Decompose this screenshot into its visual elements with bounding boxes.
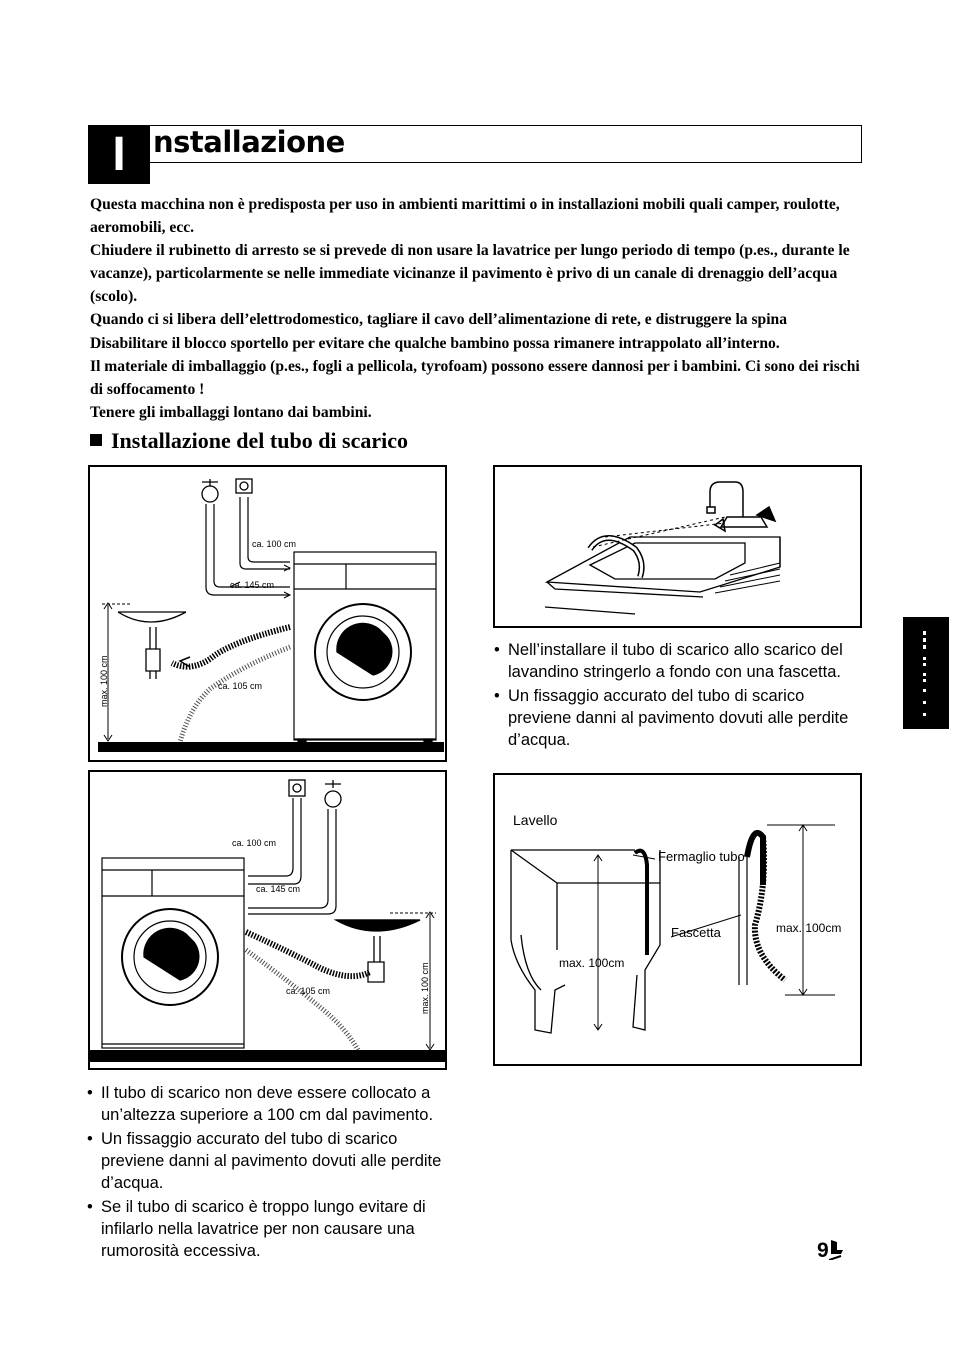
page-number [817, 1238, 845, 1263]
fascetta-label: Fascetta [671, 925, 721, 940]
figure-hose-over-sink [493, 465, 862, 628]
sink-icon [336, 920, 420, 982]
water-tap-icon [202, 479, 252, 502]
page-marker-icon [829, 1238, 845, 1260]
dim-label-100: ca. 100 cm [232, 838, 277, 848]
left-bullet-list [86, 1082, 456, 1264]
intro-paragraph-3: Quando ci si libera dell’elettrodomestico, tagliare il cavo dell’alimentazione di rete, e distruggere la spina [90, 311, 788, 329]
intro-paragraph-2: Chiudere il rubinetto di arresto se si prevede di non usare la lavatrice per lungo periodo di tempo (p.es., durante le vacanze), particolarmente se nelle immediate vicinanze il pavimento è privo di un canale di drenaggio dell’acqua (scolo). [90, 242, 850, 306]
max-right-label: max. 100cm [776, 921, 842, 935]
page-title: nstallazione [153, 125, 345, 159]
supply-pipes [248, 798, 336, 914]
washing-machine-icon [294, 552, 436, 744]
lavello-label: Lavello [513, 812, 558, 828]
drain-diagram-2 [90, 772, 445, 1068]
square-bullet-icon [90, 434, 102, 446]
page-number-text: 9 [817, 1239, 829, 1262]
faucet-icon [707, 482, 775, 531]
dim-label-100: ca. 100 cm [252, 539, 297, 549]
kitchen-sink-icon [545, 537, 780, 614]
dim-label-105: ca. 105 cm [218, 681, 263, 691]
max-left-label: max. 100cm [559, 956, 625, 970]
figure-drain-hose-left-sink [88, 465, 447, 762]
dim-label-145: ca. 145 cm [230, 580, 275, 590]
right-bullet-list [493, 639, 863, 753]
drain-diagram-1 [90, 467, 445, 760]
intro-paragraph-6: Tenere gli imballaggi lontano dai bambini. [90, 403, 372, 421]
list-item: • Un fissaggio accurato del tubo di scarico previene danni al pavimento dovuti alle perdite d’acqua. [493, 685, 863, 751]
title-initial: I [88, 125, 150, 184]
list-item: • Se il tubo di scarico è troppo lungo evitare di infilarlo nella lavatrice per non causare una rumorosità eccessiva. [86, 1196, 456, 1262]
dim-label-max: max. 100 cm [420, 962, 430, 1014]
kitchen-sink-diagram [495, 467, 860, 626]
dimension-lines [102, 565, 290, 741]
floor [90, 1050, 445, 1062]
dim-label-max: max. 100 cm [99, 655, 109, 707]
intro-paragraph-1: Questa macchina non è predisposta per uso in ambienti marittimi o in installazioni mobili quali camper, roulotte, aeromobili, ecc. [90, 196, 840, 237]
section-side-tab [903, 617, 949, 729]
list-item: • Un fissaggio accurato del tubo di scarico previene danni al pavimento dovuti alle perdite d’acqua. [86, 1128, 456, 1194]
figure-drain-hose-right-sink [88, 770, 447, 1070]
intro-paragraph-5: Il materiale di imballaggio (p.es., fogli a pellicola, tyrofoam) possono essere dannosi per i bambini. Ci sono dei rischi di soffocamento ! [90, 357, 860, 398]
dim-label-105: ca. 105 cm [286, 986, 331, 996]
intro-text [90, 193, 870, 424]
fermaglio-label: Fermaglio tubo [658, 849, 745, 864]
dim-label-145: ca. 145 cm [256, 884, 301, 894]
list-item: • Il tubo di scarico non deve essere collocato a un’altezza superiore a 100 cm dal pavimento. [86, 1082, 456, 1126]
laundry-tub-icon [511, 850, 660, 1033]
washing-machine-icon [102, 858, 244, 1048]
floor [98, 742, 444, 752]
figure-laundry-tub [493, 773, 862, 1066]
laundry-tub-diagram [495, 775, 860, 1064]
sink-icon [118, 612, 186, 679]
water-tap-icon [289, 780, 341, 807]
intro-paragraph-4: Disabilitare il blocco sportello per evitare che qualche bambino possa rimanere intrappolato all’interno. [90, 334, 780, 352]
section-heading [90, 426, 408, 456]
section-heading-text: Installazione del tubo di scarico [111, 428, 409, 453]
list-item: • Nell’installare il tubo di scarico allo scarico del lavandino stringerlo a fondo con una fascetta. [493, 639, 863, 683]
tab-dots-icon [903, 617, 949, 729]
